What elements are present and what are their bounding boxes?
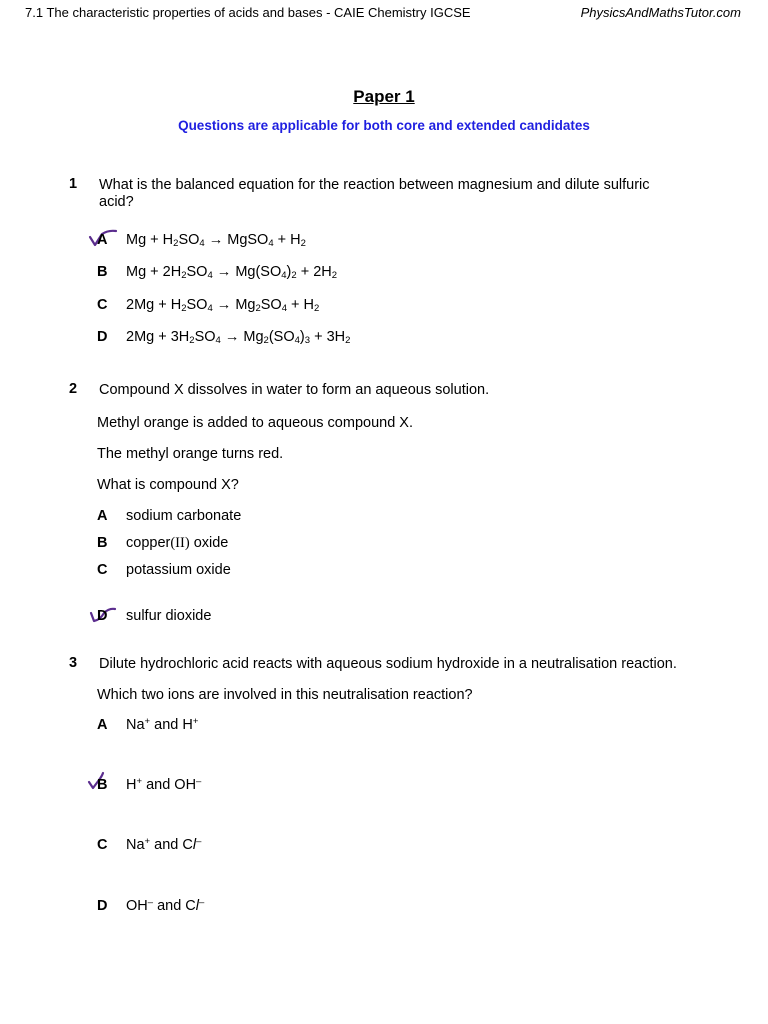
option-text: copper(II) oxide bbox=[126, 535, 229, 551]
option-letter: A bbox=[97, 717, 108, 733]
option-b-equation: $Mg + 2H_2SO_4 \to Mg(SO_4)_2 + 2H_2$ bbox=[126, 264, 338, 281]
question-number: 3 bbox=[69, 655, 78, 671]
option-letter: D bbox=[97, 898, 108, 914]
question-prompt: Which two ions are involved in this neutralisation reaction? bbox=[97, 687, 473, 703]
question-statement: Methyl orange is added to aqueous compound X. bbox=[97, 415, 413, 431]
option-d-equation: $2Mg + 3H_2SO_4 \to Mg_2(SO_4)_3 + 3H_2$ bbox=[126, 329, 351, 346]
option-a-equation: $Mg + H_2SO_4$ → MgSO$_4$ + $H_2$ bbox=[126, 232, 306, 249]
option-c-ions: Na+ and Cl– bbox=[126, 836, 202, 853]
applicability-note: Questions are applicable for both core and extended candidates bbox=[178, 118, 590, 133]
question-number: 1 bbox=[69, 176, 78, 192]
question-text: Dilute hydrochloric acid reacts with aqueous sodium hydroxide in a neutralisation reaction. bbox=[99, 656, 677, 672]
option-letter: A bbox=[97, 232, 108, 248]
option-b-ions: H+ and OH– bbox=[126, 776, 202, 793]
option-text: sodium carbonate bbox=[126, 508, 242, 524]
question-prompt: What is compound X? bbox=[97, 477, 239, 493]
paper-title: Paper 1 bbox=[353, 87, 415, 106]
option-a-ions: Na+ and H+ bbox=[126, 716, 199, 733]
question-number: 2 bbox=[69, 381, 78, 397]
question-text-line: What is the balanced equation for the reaction between magnesium and dilute sulfuric bbox=[99, 177, 650, 193]
question-text: Compound X dissolves in water to form an aqueous solution. bbox=[99, 382, 490, 398]
option-letter: B bbox=[97, 777, 108, 793]
option-letter: C bbox=[97, 297, 108, 313]
option-text: sulfur dioxide bbox=[126, 608, 212, 624]
option-letter: A bbox=[97, 508, 108, 524]
option-letter: D bbox=[97, 608, 108, 624]
option-letter: D bbox=[97, 329, 108, 345]
option-letter: B bbox=[97, 264, 108, 280]
page-header-title: 7.1 The characteristic properties of acids and bases - CAIE Chemistry IGCSE bbox=[25, 5, 471, 20]
option-letter: C bbox=[97, 562, 108, 578]
option-letter: B bbox=[97, 535, 108, 551]
option-c-equation: $2Mg + H_2SO_4 \to Mg_2SO_4 + H_2$ bbox=[126, 297, 320, 314]
question-text-line: acid? bbox=[99, 194, 134, 210]
option-d-ions: OH– and Cl– bbox=[126, 897, 205, 914]
page-header-site: PhysicsAndMathsTutor.com bbox=[580, 5, 741, 20]
option-text: potassium oxide bbox=[126, 562, 231, 578]
option-letter: C bbox=[97, 837, 108, 853]
question-statement: The methyl orange turns red. bbox=[97, 446, 284, 462]
